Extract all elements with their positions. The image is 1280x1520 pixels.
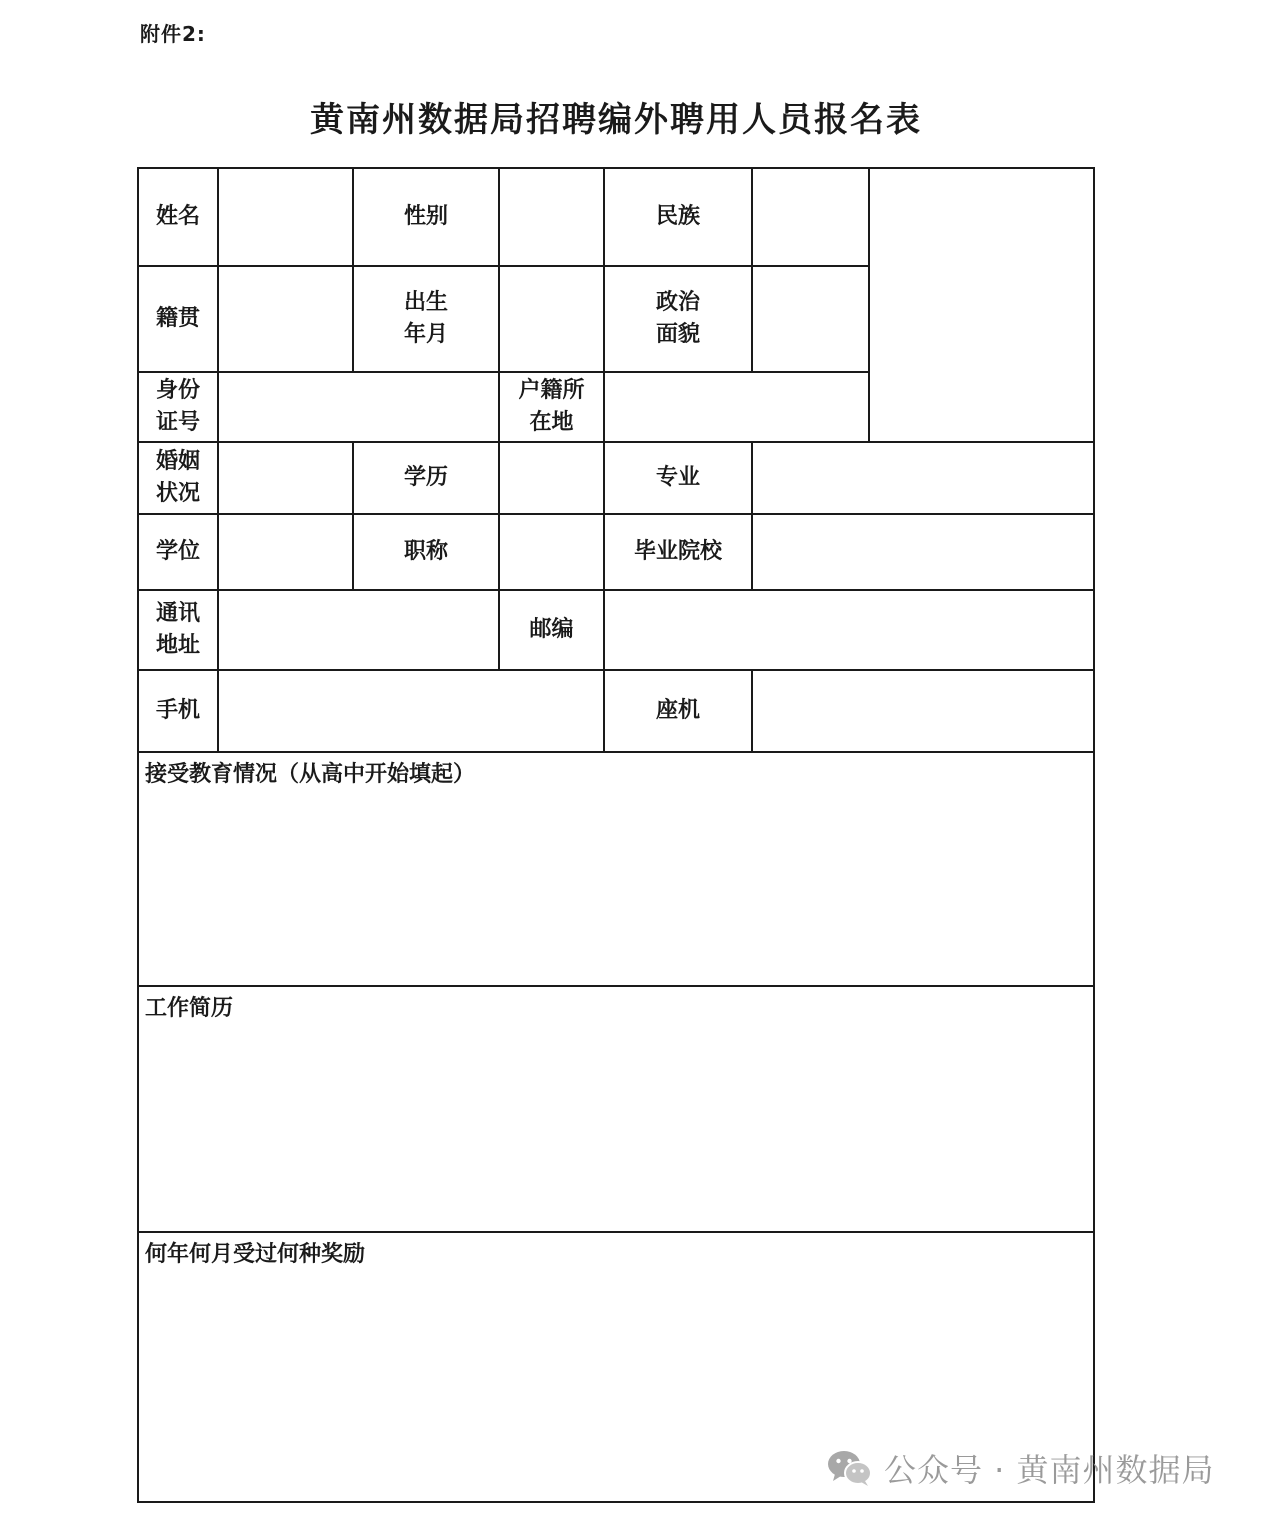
address-label-line1: 通讯 [155,601,200,626]
work-history-section[interactable] [138,986,1094,1232]
birth-date-label-line1: 出生 [403,290,448,315]
native-place-field[interactable] [218,266,353,372]
attachment-label: 附件2: [140,22,206,46]
address-label-line2: 地址 [155,633,200,658]
name-field[interactable] [218,168,353,266]
postcode-field[interactable] [604,590,1094,670]
education-field[interactable] [499,442,604,514]
photo-area[interactable] [869,168,1094,442]
marital-status-label [138,442,218,514]
graduated-school-field[interactable] [752,514,1094,590]
household-location-label-line1: 户籍所 [518,378,585,403]
birth-date-label [353,266,499,372]
watermark-text: 公众号 · 黄南州数据局 [884,1451,1215,1489]
education-history-section[interactable] [138,752,1094,986]
address-label [138,590,218,670]
wechat-icon [826,1448,874,1488]
form-title: 黄南州数据局招聘编外聘用人员报名表 [310,100,922,140]
landline-label: 座机 [604,670,752,752]
graduated-school-label: 毕业院校 [604,514,752,590]
degree-field[interactable] [218,514,353,590]
native-place-label: 籍贯 [138,266,218,372]
education-label: 学历 [353,442,499,514]
household-location-label-line2: 在地 [529,410,574,435]
degree-label: 学位 [138,514,218,590]
professional-title-field[interactable] [499,514,604,590]
registration-form-table [137,167,1095,1503]
political-status-field[interactable] [752,266,869,372]
landline-field[interactable] [752,670,1094,752]
id-number-label [138,372,218,442]
work-history-label: 工作简历 [145,996,234,1021]
address-field[interactable] [218,590,499,670]
birth-date-field[interactable] [499,266,604,372]
watermark [826,1446,1215,1490]
political-status-label-line1: 政治 [655,290,700,315]
id-number-label-line2: 证号 [155,410,200,435]
education-history-label: 接受教育情况（从高中开始填起） [145,762,476,787]
political-status-label [604,266,752,372]
household-location-label [499,372,604,442]
postcode-label: 邮编 [499,590,604,670]
ethnicity-field[interactable] [752,168,869,266]
professional-title-label: 职称 [353,514,499,590]
major-field[interactable] [752,442,1094,514]
gender-field[interactable] [499,168,604,266]
gender-label: 性别 [353,168,499,266]
id-number-label-line1: 身份 [155,378,200,403]
ethnicity-label: 民族 [604,168,752,266]
awards-label: 何年何月受过何种奖励 [145,1242,366,1267]
major-label: 专业 [604,442,752,514]
marital-status-field[interactable] [218,442,353,514]
id-number-field[interactable] [218,372,499,442]
mobile-label: 手机 [138,670,218,752]
mobile-field[interactable] [218,670,604,752]
marital-status-label-line2: 状况 [155,481,200,506]
household-location-field[interactable] [604,372,869,442]
birth-date-label-line2: 年月 [403,322,448,347]
name-label: 姓名 [138,168,218,266]
marital-status-label-line1: 婚姻 [155,449,200,474]
political-status-label-line2: 面貌 [655,322,700,347]
